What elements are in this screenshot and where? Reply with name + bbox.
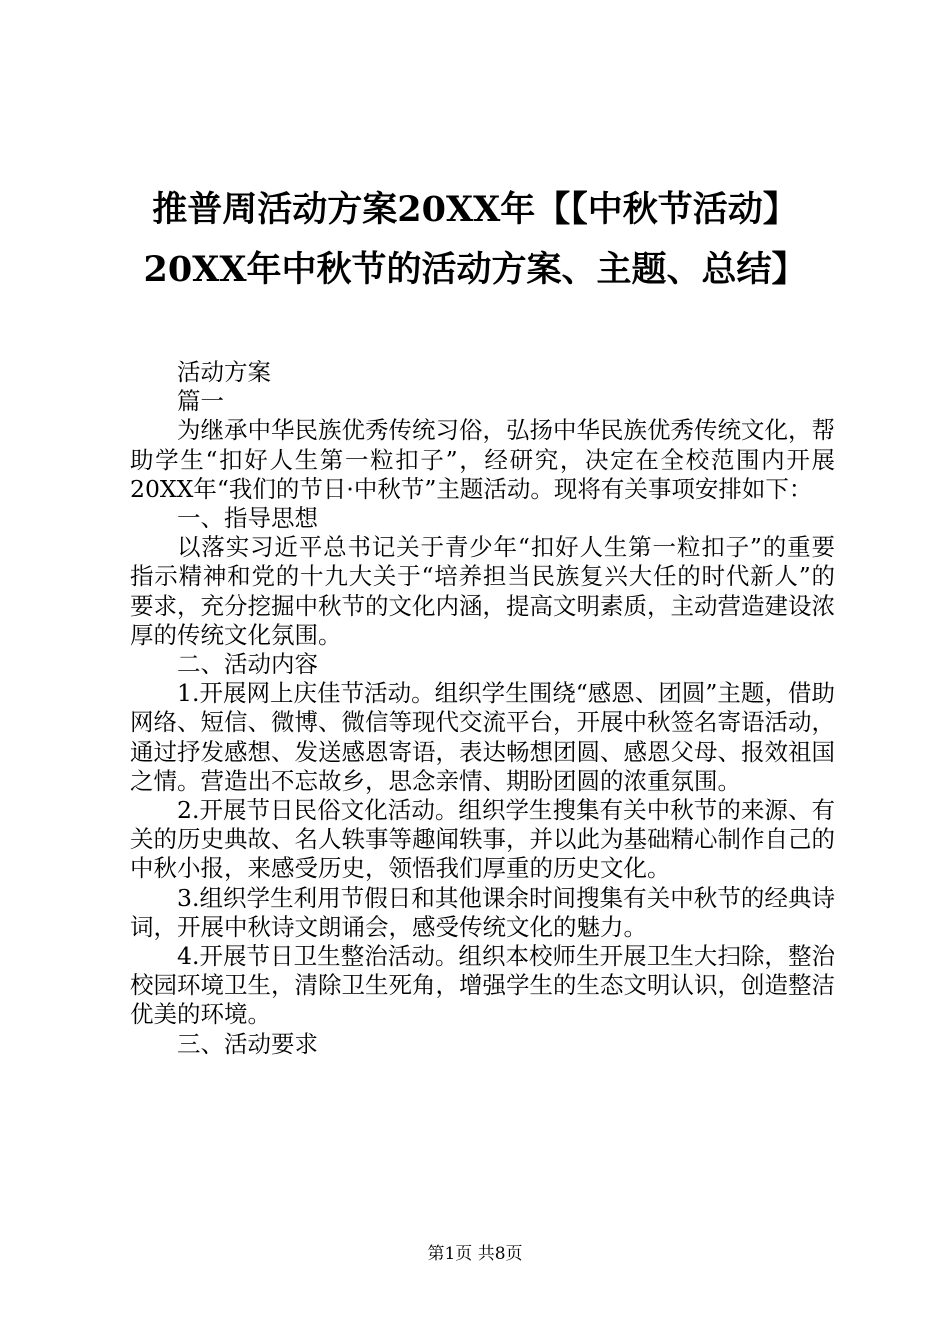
- document-body: [130, 358, 835, 1059]
- paragraph: 活动方案: [177, 358, 271, 386]
- paragraph: 4.开展节日卫生整治活动。组织本校师生开展卫生大扫除，整治校园环境卫生，清除卫生死角，增强学生的生态文明认识，创造整洁优美的环境。: [130, 942, 835, 1029]
- section-heading: 二、活动内容: [177, 650, 318, 679]
- document-title: 推普周活动方案20XX年【【中秋节活动】20XX年中秋节的活动方案、主题、总结】: [143, 189, 807, 290]
- paragraph: 为继承中华民族优秀传统习俗，弘扬中华民族优秀传统文化，帮助学生“扣好人生第一粒扣子”，经研究，决定在全校范围内开展20XX年“我们的节日·中秋节”主题活动。现将有关事项安排如下：: [130, 416, 835, 503]
- paragraph: 1.开展网上庆佳节活动。组织学生围绕“感恩、团圆”主题，借助网络、短信、微博、微信等现代交流平台，开展中秋签名寄语活动，通过抒发感想、发送感恩寄语，表达畅想团圆、感恩父母、报效祖国之情。营造出不忘故乡，思念亲情、期盼团圆的浓重氛围。: [130, 679, 835, 795]
- paragraph: 3.组织学生利用节假日和其他课余时间搜集有关中秋节的经典诗词，开展中秋诗文朗诵会，感受传统文化的魅力。: [130, 883, 835, 941]
- page-footer: 第1页 共8页: [427, 1244, 523, 1264]
- paragraph: 2.开展节日民俗文化活动。组织学生搜集有关中秋节的来源、有关的历史典故、名人轶事等趣闻轶事，并以此为基础精心制作自己的中秋小报，来感受历史，领悟我们厚重的历史文化。: [130, 796, 835, 883]
- section-heading: 三、活动要求: [177, 1029, 318, 1058]
- paragraph: 篇一: [177, 387, 224, 416]
- paragraph: 以落实习近平总书记关于青少年“扣好人生第一粒扣子”的重要指示精神和党的十九大关于“培养担当民族复兴大任的时代新人”的要求，充分挖掘中秋节的文化内涵，提高文明素质，主动营造建设浓厚的传统文化氛围。: [130, 533, 835, 649]
- section-heading: 一、指导思想: [177, 504, 318, 533]
